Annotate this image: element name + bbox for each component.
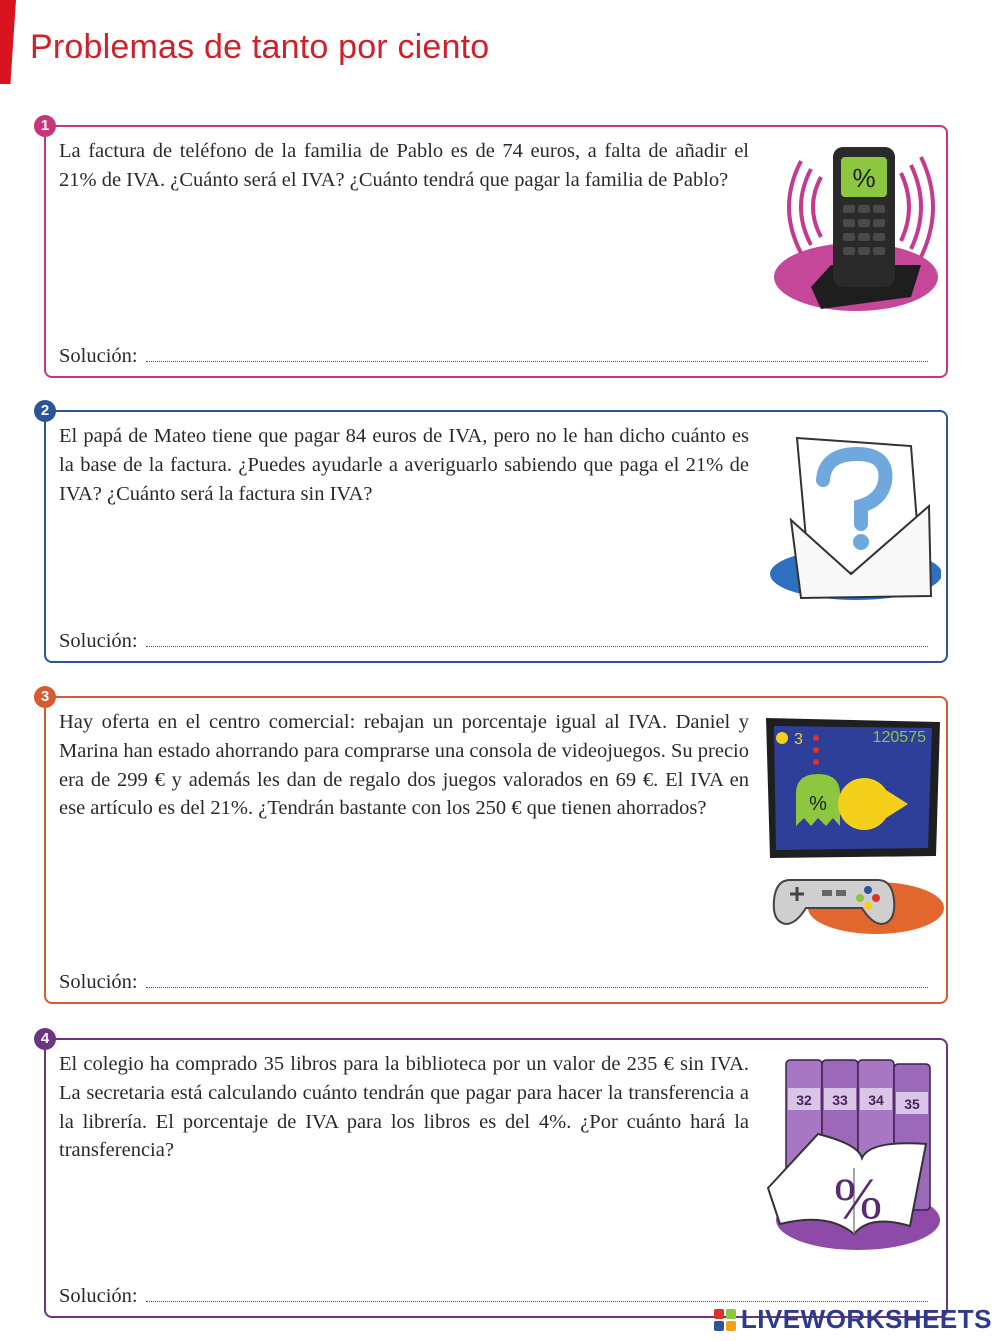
problem-text: La factura de teléfono de la familia de Pablo es de 74 euros, a falta de añadir el 21% de IVA. ¿Cuánto será el IVA? ¿Cuánto tendrá que pagar la familia de Pablo? [59, 140, 749, 191]
problem-card-1 [40, 117, 948, 378]
phone-icon [761, 137, 941, 317]
book-label-35: 35 [904, 1096, 920, 1112]
solution-label: Solución: [59, 630, 138, 652]
book-percent-label: % [833, 1166, 883, 1231]
solution-row [59, 630, 928, 653]
solution-answer-line[interactable] [146, 645, 928, 647]
ghost-label: % [809, 793, 827, 815]
watermark-text: LIVEWORKSHEETS [740, 1304, 992, 1334]
game-score: 120575 [872, 729, 926, 746]
problem-number-badge: 2 [34, 400, 56, 422]
envelope-question-icon [761, 424, 941, 604]
problem-number-badge: 4 [34, 1028, 56, 1050]
phone-screen-label: % [852, 163, 876, 193]
solution-label: Solución: [59, 1285, 138, 1307]
problem-card-4 [40, 1030, 948, 1318]
liveworksheets-logo-icon [713, 1308, 737, 1332]
header-accent-bar [0, 0, 16, 84]
solution-answer-line[interactable] [146, 1300, 928, 1302]
problem-number-badge: 1 [34, 115, 56, 137]
game-console-icon [756, 708, 946, 938]
book-label-34: 34 [868, 1092, 884, 1108]
book-label-32: 32 [796, 1092, 812, 1108]
books-percent-icon [758, 1048, 943, 1263]
problem-text: Hay oferta en el centro comercial: rebajan un porcentaje igual al IVA. Daniel y Marina han estado ahorrando para comprarse una consola de videojuegos. Su precio era de 299 € y además les dan de regalo dos juegos valorados en 69 €. El IVA en ese artículo es del 21%. ¿Tendrán bastante con los 250 € que tienen ahorrados? [59, 711, 749, 820]
problem-text: El papá de Mateo tiene que pagar 84 euros de IVA, pero no le han dicho cuánto es la base de la factura. ¿Puedes ayudarle a averiguarlo sabiendo que paga el 21% de IVA? ¿Cuánto será la factura sin IVA? [59, 425, 749, 505]
problem-card-3 [40, 688, 948, 1004]
solution-answer-line[interactable] [146, 986, 928, 988]
solution-row [59, 345, 928, 368]
solution-label: Solución: [59, 345, 138, 367]
liveworksheets-watermark [713, 1304, 992, 1335]
solution-row [59, 971, 928, 994]
problem-text: El colegio ha comprado 35 libros para la biblioteca por un valor de 235 € sin IVA. La secretaria está calculando cuánto tendrán que pagar para hacer la transferencia a la librería. El porcentaje de IVA para los libros es del 4%. ¿Por cuánto hará la transferencia? [59, 1053, 749, 1162]
solution-label: Solución: [59, 971, 138, 993]
problem-number-badge: 3 [34, 686, 56, 708]
page-title: Problemas de tanto por ciento [30, 28, 490, 66]
problem-card-2 [40, 402, 948, 663]
book-label-33: 33 [832, 1092, 848, 1108]
game-lives: 3 [794, 731, 803, 748]
solution-answer-line[interactable] [146, 360, 928, 362]
